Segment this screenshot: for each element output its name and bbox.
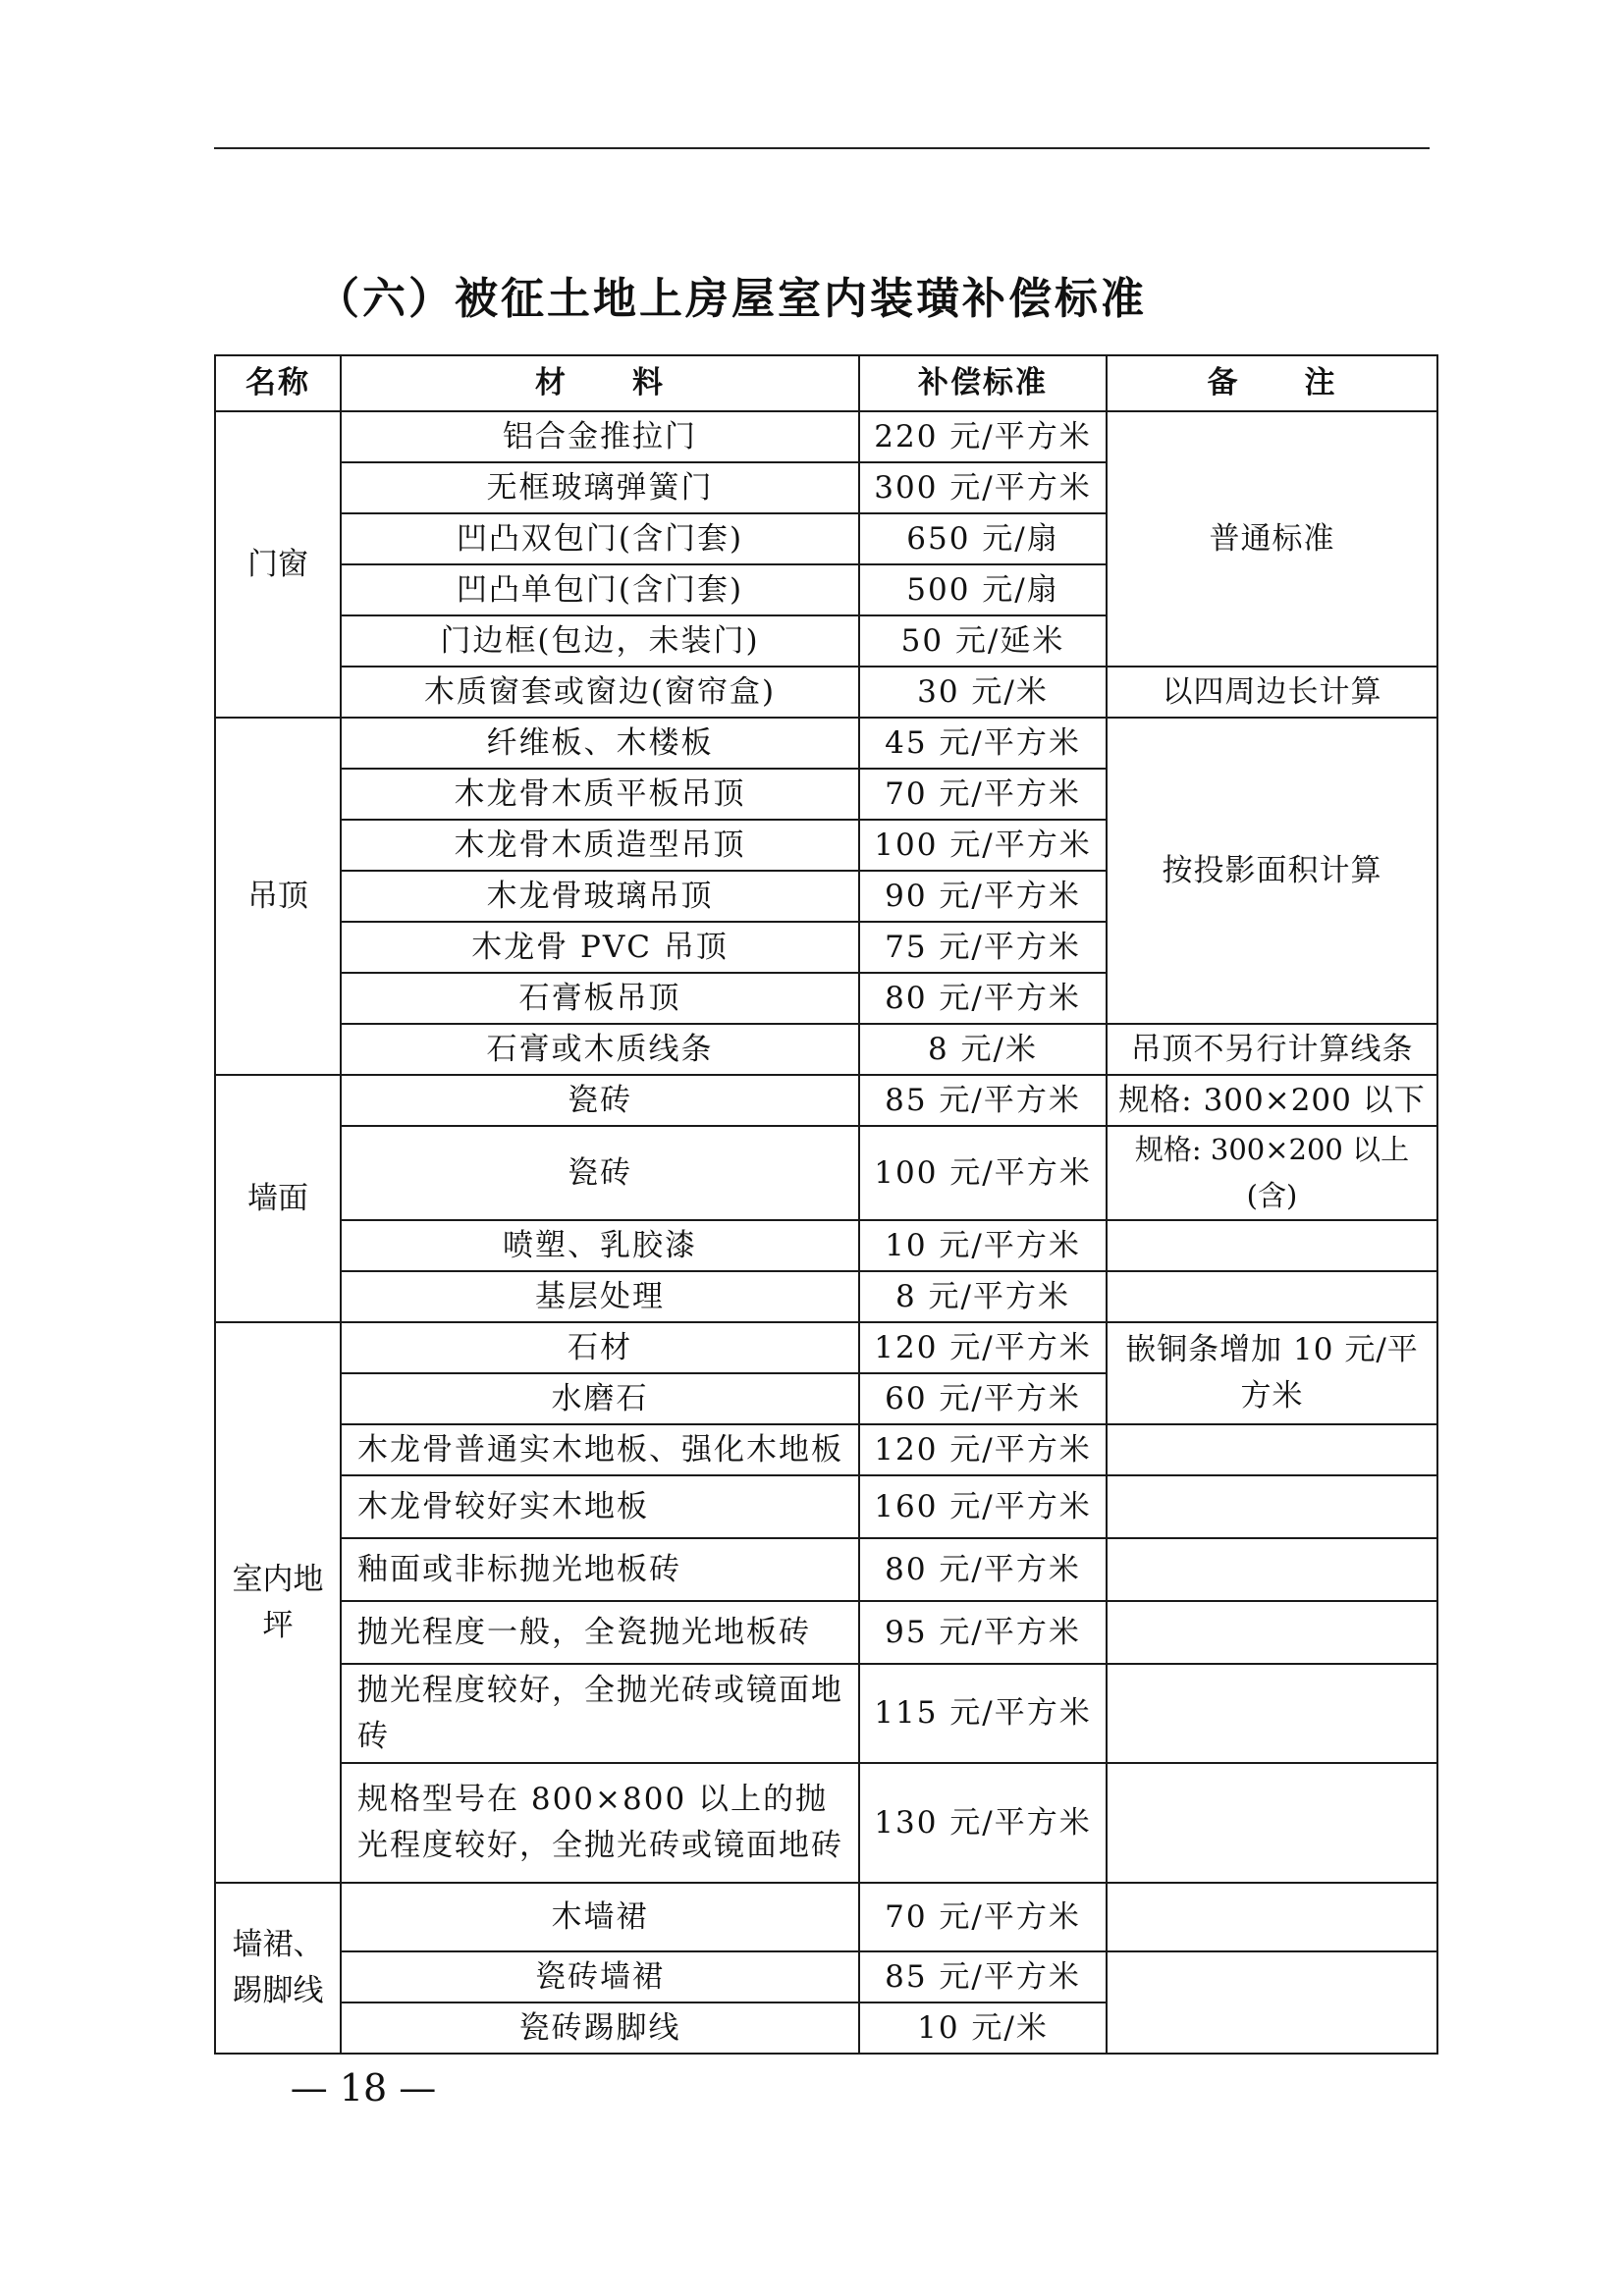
table-row bbox=[215, 1220, 1437, 1271]
table-row bbox=[215, 1883, 1437, 1951]
price-cell: 30 元/米 bbox=[859, 667, 1107, 718]
note-cell bbox=[1107, 1601, 1437, 1664]
price-cell: 8 元/米 bbox=[859, 1024, 1107, 1075]
material-cell: 无框玻璃弹簧门 bbox=[341, 462, 859, 513]
category-cell: 墙面 bbox=[215, 1075, 341, 1322]
price-cell: 100 元/平方米 bbox=[859, 820, 1107, 871]
header-price: 补偿标准 bbox=[859, 355, 1107, 411]
material-cell: 瓷砖 bbox=[341, 1126, 859, 1220]
material-cell: 水磨石 bbox=[341, 1373, 859, 1424]
note-cell bbox=[1107, 1538, 1437, 1601]
header-note: 备 注 bbox=[1107, 355, 1437, 411]
table-row bbox=[215, 1024, 1437, 1075]
price-cell: 120 元/平方米 bbox=[859, 1424, 1107, 1475]
category-cell: 墙裙、踢脚线 bbox=[215, 1883, 341, 2054]
price-cell: 85 元/平方米 bbox=[859, 1075, 1107, 1126]
note-cell: 普通标准 bbox=[1107, 411, 1437, 667]
table-header-row bbox=[215, 355, 1437, 411]
table-row bbox=[215, 1763, 1437, 1883]
table-row bbox=[215, 1951, 1437, 2002]
material-cell: 木龙骨木质平板吊顶 bbox=[341, 769, 859, 820]
table-row bbox=[215, 1271, 1437, 1322]
material-cell: 石膏或木质线条 bbox=[341, 1024, 859, 1075]
material-cell: 抛光程度一般，全瓷抛光地板砖 bbox=[341, 1601, 859, 1664]
table-row bbox=[215, 1538, 1437, 1601]
price-cell: 70 元/平方米 bbox=[859, 1883, 1107, 1951]
material-cell: 木龙骨木质造型吊顶 bbox=[341, 820, 859, 871]
header-material: 材 料 bbox=[341, 355, 859, 411]
price-cell: 50 元/延米 bbox=[859, 615, 1107, 667]
price-cell: 85 元/平方米 bbox=[859, 1951, 1107, 2002]
note-cell: 按投影面积计算 bbox=[1107, 718, 1437, 1024]
table-row bbox=[215, 411, 1437, 462]
price-cell: 220 元/平方米 bbox=[859, 411, 1107, 462]
price-cell: 80 元/平方米 bbox=[859, 1538, 1107, 1601]
price-cell: 90 元/平方米 bbox=[859, 871, 1107, 922]
table-row bbox=[215, 667, 1437, 718]
table-row bbox=[215, 1075, 1437, 1126]
note-cell: 吊顶不另行计算线条 bbox=[1107, 1024, 1437, 1075]
table-row bbox=[215, 1475, 1437, 1538]
header-rule bbox=[214, 147, 1430, 149]
price-cell: 160 元/平方米 bbox=[859, 1475, 1107, 1538]
material-cell: 基层处理 bbox=[341, 1271, 859, 1322]
price-cell: 650 元/扇 bbox=[859, 513, 1107, 564]
price-cell: 95 元/平方米 bbox=[859, 1601, 1107, 1664]
price-cell: 100 元/平方米 bbox=[859, 1126, 1107, 1220]
note-cell: 规格: 300×200 以下 bbox=[1107, 1075, 1437, 1126]
material-cell: 规格型号在 800×800 以上的抛光程度较好，全抛光砖或镜面地砖 bbox=[341, 1763, 859, 1883]
material-cell: 凹凸双包门(含门套) bbox=[341, 513, 859, 564]
price-cell: 120 元/平方米 bbox=[859, 1322, 1107, 1373]
note-cell bbox=[1107, 1475, 1437, 1538]
note-cell bbox=[1107, 1763, 1437, 1883]
material-cell: 喷塑、乳胶漆 bbox=[341, 1220, 859, 1271]
note-cell: 规格: 300×200 以上(含) bbox=[1107, 1126, 1437, 1220]
table-row bbox=[215, 1126, 1437, 1220]
material-cell: 釉面或非标抛光地板砖 bbox=[341, 1538, 859, 1601]
note-cell bbox=[1107, 1664, 1437, 1763]
price-cell: 45 元/平方米 bbox=[859, 718, 1107, 769]
material-cell: 木质窗套或窗边(窗帘盒) bbox=[341, 667, 859, 718]
price-cell: 8 元/平方米 bbox=[859, 1271, 1107, 1322]
note-cell bbox=[1107, 1424, 1437, 1475]
note-cell bbox=[1107, 1951, 1437, 2054]
price-cell: 500 元/扇 bbox=[859, 564, 1107, 615]
material-cell: 木龙骨 PVC 吊顶 bbox=[341, 922, 859, 973]
category-cell: 室内地坪 bbox=[215, 1322, 341, 1883]
price-cell: 115 元/平方米 bbox=[859, 1664, 1107, 1763]
table-row bbox=[215, 1322, 1437, 1373]
note-cell bbox=[1107, 1220, 1437, 1271]
price-cell: 10 元/平方米 bbox=[859, 1220, 1107, 1271]
category-cell: 吊顶 bbox=[215, 718, 341, 1075]
page-number: — 18 — bbox=[290, 2066, 437, 2109]
note-cell bbox=[1107, 1271, 1437, 1322]
material-cell: 石材 bbox=[341, 1322, 859, 1373]
material-cell: 木墙裙 bbox=[341, 1883, 859, 1951]
note-cell: 以四周边长计算 bbox=[1107, 667, 1437, 718]
header-name: 名称 bbox=[215, 355, 341, 411]
material-cell: 瓷砖墙裙 bbox=[341, 1951, 859, 2002]
price-cell: 80 元/平方米 bbox=[859, 973, 1107, 1024]
price-cell: 130 元/平方米 bbox=[859, 1763, 1107, 1883]
material-cell: 纤维板、木楼板 bbox=[341, 718, 859, 769]
material-cell: 木龙骨普通实木地板、强化木地板 bbox=[341, 1424, 859, 1475]
material-cell: 铝合金推拉门 bbox=[341, 411, 859, 462]
table-row bbox=[215, 1664, 1437, 1763]
material-cell: 凹凸单包门(含门套) bbox=[341, 564, 859, 615]
note-cell: 嵌铜条增加 10 元/平方米 bbox=[1107, 1322, 1437, 1424]
material-cell: 瓷砖 bbox=[341, 1075, 859, 1126]
material-cell: 石膏板吊顶 bbox=[341, 973, 859, 1024]
table-row bbox=[215, 718, 1437, 769]
price-cell: 60 元/平方米 bbox=[859, 1373, 1107, 1424]
material-cell: 抛光程度较好，全抛光砖或镜面地砖 bbox=[341, 1664, 859, 1763]
price-cell: 10 元/米 bbox=[859, 2002, 1107, 2054]
material-cell: 瓷砖踢脚线 bbox=[341, 2002, 859, 2054]
price-cell: 300 元/平方米 bbox=[859, 462, 1107, 513]
note-cell bbox=[1107, 1883, 1437, 1951]
material-cell: 木龙骨玻璃吊顶 bbox=[341, 871, 859, 922]
price-cell: 75 元/平方米 bbox=[859, 922, 1107, 973]
section-title: （六）被征土地上房屋室内装璜补偿标准 bbox=[316, 274, 1147, 324]
category-cell: 门窗 bbox=[215, 411, 341, 718]
material-cell: 门边框(包边，未装门) bbox=[341, 615, 859, 667]
table-row bbox=[215, 1601, 1437, 1664]
material-cell: 木龙骨较好实木地板 bbox=[341, 1475, 859, 1538]
table-row bbox=[215, 1424, 1437, 1475]
compensation-standards-table bbox=[214, 354, 1438, 2055]
price-cell: 70 元/平方米 bbox=[859, 769, 1107, 820]
